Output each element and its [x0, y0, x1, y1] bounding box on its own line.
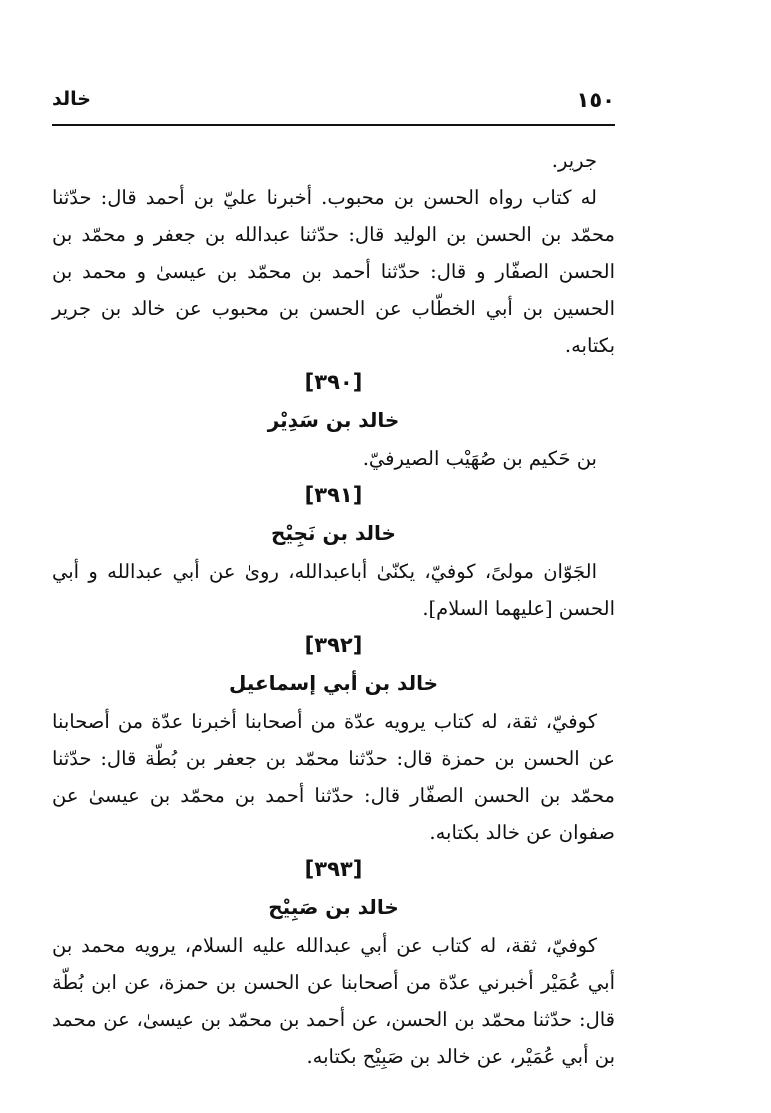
entry-text-391: الجَوّان مولىً، كوفيّ، يكنّىٰ أباعبدالله، روىٰ عن أبي عبدالله و أبي الحسن [عليهما السلام]. [52, 560, 615, 620]
entry-name-393: خالد بن صَبِيْح [268, 895, 399, 919]
entry-name-392: خالد بن أبي إسماعيل [228, 671, 439, 695]
entry-number-393: [٣٩٣] [304, 857, 363, 881]
page-number: ١٥٠ [576, 88, 615, 112]
page-body [52, 142, 615, 1075]
running-head [52, 88, 615, 118]
entry-text-393: كوفيّ، ثقة، له كتاب عن أبي عبدالله عليه السلام، يرويه محمد بن أبي عُمَيْر أخبرني عدّة من أصحابنا عن الحسن بن حمزة، عن ابن بُطّة قال: حدّثنا محمّد بن الحسن، عن أحمد بن محمّد بن عيسىٰ، عن محمد بن أبي عُمَيْر، عن خالد بن صَبِيْح بكتابه. [52, 934, 615, 1068]
entry-number-392: [٣٩٢] [304, 633, 363, 657]
entry-text-390: بن حَكيم بن صُهَيْب الصيرفيّ. [362, 447, 597, 470]
entry-number-391: [٣٩١] [304, 483, 363, 507]
entry-number-390: [٣٩٠] [304, 370, 363, 394]
intro-paragraph: له كتاب رواه الحسن بن محبوب. أخبرنا عليّ بن أحمد قال: حدّثنا محمّد بن الحسن بن الوليد قال: حدّثنا عبدالله بن جعفر و محمّد بن الحسن الصفّار و قال: حدّثنا أحمد بن محمّد بن عيسىٰ و محمد بن الحسين بن أبي الخطّاب عن الحسن بن محبوب عن خالد بن جرير بكتابه. [52, 186, 615, 357]
header-rule [52, 124, 615, 126]
entry-text-392: كوفيّ، ثقة، له كتاب يرويه عدّة من أصحابنا أخبرنا عدّة من أصحابنا عن الحسن بن حمزة قال: حدّثنا محمّد بن جعفر بن بُطّة قال: حدّثنا محمّد بن الحسن الصفّار قال: حدّثنا أحمد بن محمّد بن عيسىٰ عن صفوان عن خالد بكتابه. [52, 710, 615, 844]
intro-closing: جرير. [551, 149, 597, 172]
entry-name-391: خالد بن نَجِيْح [271, 521, 396, 545]
entry-name-390: خالد بن سَدِيْر [267, 408, 400, 432]
running-head-title: خالد [52, 88, 91, 110]
